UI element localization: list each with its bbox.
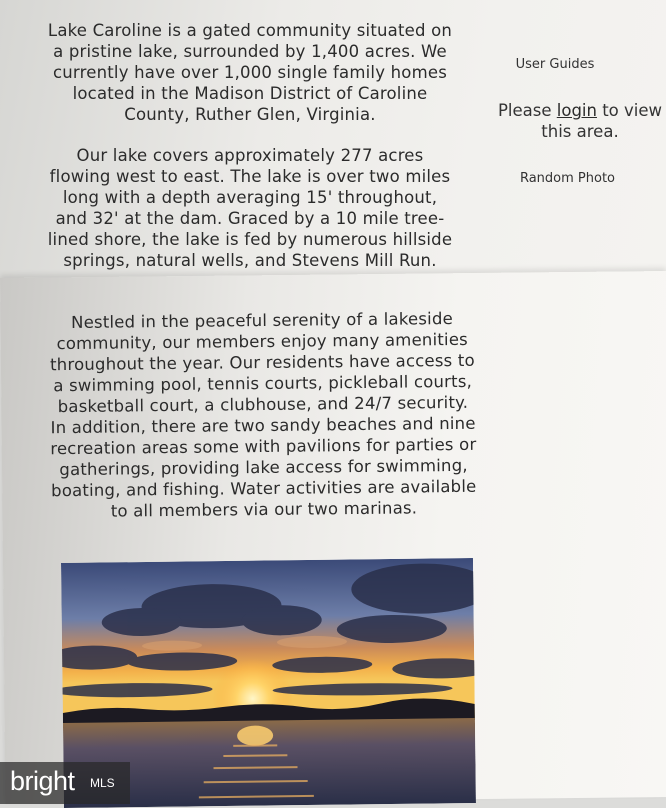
lake-paragraph: Our lake covers approximately 277 acres flowing west to east. The lake is over two miles long with a depth averaging 15' throughout, and 32' at the dam. Graced by a 10 mile tree-lined shore, the lake is fed by numerous hillside springs, natural wells, and Stevens Mill Run. [47,146,453,270]
login-prompt [490,100,666,142]
user-guides-heading: User Guides [515,57,595,72]
watermark-brand: bright [10,766,75,796]
login-prefix: Please [497,101,557,120]
login-suffix: to view this area. [541,101,663,141]
bright-mls-watermark [0,762,130,804]
amenities-paragraph: Nestled in the peaceful serenity of a lakeside community, our members enjoy many amenities throughout the year. Our residents have access to a swimming pool, tennis courts, pickleball courts, basketball court, a clubhouse, and 24/7 security. In addition, there are two sandy beaches and nine recreation areas some with pavilions for parties or gatherings, providing lake access for swimming, boating, and fishing. Water activities are available to all members via our two marinas. [49,309,477,521]
random-photo-heading: Random Photo [519,171,616,186]
intro-paragraph: Lake Caroline is a gated community situated on a pristine lake, surrounded by 1,400 acres. We currently have over 1,000 single family homes located in the Madison District of Caroline County, Ruther Glen, Virginia. [47,21,453,124]
login-link[interactable]: login [556,101,597,120]
watermark-suffix: MLS [90,776,115,790]
